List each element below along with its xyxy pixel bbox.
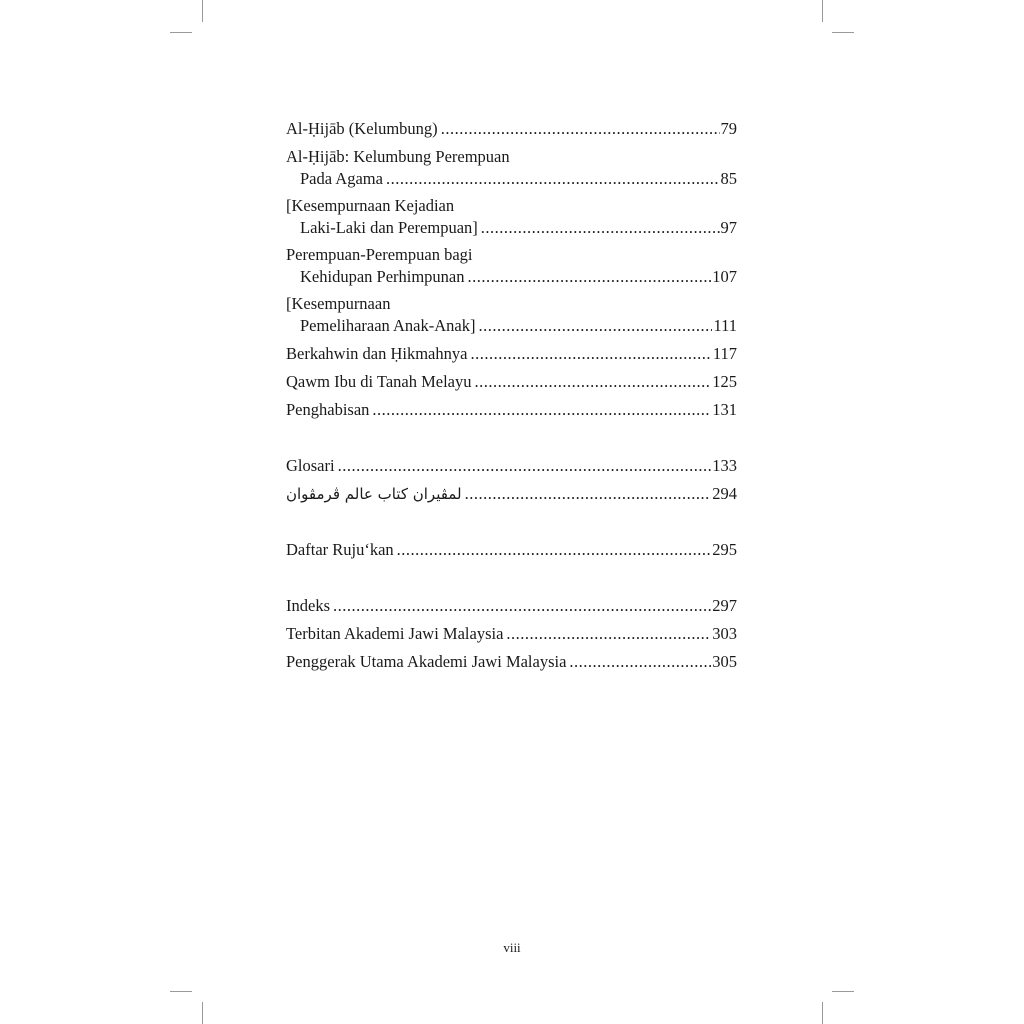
toc-entry-page: 294 <box>712 484 737 503</box>
dot-leader <box>475 371 712 393</box>
toc-entry-label: Terbitan Akademi Jawi Malaysia <box>286 624 504 643</box>
toc-entry-page: 79 <box>720 119 737 138</box>
toc-entry-terbitan <box>286 623 737 645</box>
toc-entry-page: 85 <box>720 169 737 188</box>
crop-mark-top-left-horizontal <box>170 32 192 33</box>
toc-entry-label: Indeks <box>286 596 330 615</box>
toc-entry-kelumbung-perempuan <box>286 146 737 190</box>
dot-leader <box>338 455 712 477</box>
toc-entry-label: Laki-Laki dan Perempuan] <box>300 218 478 237</box>
dot-leader <box>372 399 711 421</box>
toc-entry-label: Qawm Ibu di Tanah Melayu <box>286 372 472 391</box>
toc-entry-page: 295 <box>712 540 737 559</box>
toc-entry-label: Pemeliharaan Anak-Anak] <box>300 316 476 335</box>
dot-leader <box>333 595 711 617</box>
dot-leader <box>481 217 720 239</box>
toc-entry-page: 131 <box>712 400 737 419</box>
toc-entry-label-line1: Al-Ḥijāb: Kelumbung Perempuan <box>286 147 510 166</box>
toc-entry-kesempurnaan-kejadian <box>286 195 737 239</box>
toc-entry-page: 297 <box>712 596 737 615</box>
toc-entry-indeks <box>286 595 737 617</box>
crop-mark-bottom-left-horizontal <box>170 991 192 992</box>
dot-leader <box>468 266 712 288</box>
toc-entry-label: Glosari <box>286 456 335 475</box>
toc-entry-berkahwin <box>286 343 737 365</box>
toc-entry-label: Penggerak Utama Akademi Jawi Malaysia <box>286 652 567 671</box>
toc-entry-penggerak-utama <box>286 651 737 673</box>
toc-entry-label: Daftar Ruju‘kan <box>286 540 394 559</box>
toc-entry-glosari <box>286 455 737 477</box>
crop-mark-bottom-left-vertical <box>202 1002 203 1024</box>
crop-mark-bottom-right-vertical <box>822 1002 823 1024</box>
dot-leader <box>470 343 711 365</box>
toc-entry-label-line1: [Kesempurnaan <box>286 294 391 313</box>
toc-entry-label: Kehidupan Perhimpunan <box>300 267 465 286</box>
toc-entry-page: 133 <box>712 456 737 475</box>
toc-entry-qawm-ibu <box>286 371 737 393</box>
toc-entry-page: 305 <box>712 652 737 671</box>
toc-entry-label: Berkahwin dan Ḥikmahnya <box>286 344 468 363</box>
crop-mark-bottom-right-horizontal <box>832 991 854 992</box>
toc-entry-label: Penghabisan <box>286 400 370 419</box>
toc-entry-label: Pada Agama <box>300 169 383 188</box>
dot-leader <box>386 168 720 190</box>
toc-entry-al-hijab <box>286 118 737 140</box>
toc-entry-kehidupan-perhimpunan <box>286 244 737 288</box>
dot-leader <box>569 651 711 673</box>
crop-mark-top-right-vertical <box>822 0 823 22</box>
toc-entry-label-line1: Perempuan-Perempuan bagi <box>286 245 473 264</box>
toc-entry-label-line1: [Kesempurnaan Kejadian <box>286 196 455 215</box>
toc-entry-label: Al-Ḥijāb (Kelumbung) <box>286 119 438 138</box>
toc-entry-page: 125 <box>712 372 737 391</box>
toc-entry-daftar-rujukan <box>286 539 737 561</box>
dot-leader <box>465 483 712 505</box>
toc-entry-page: 97 <box>720 218 737 237</box>
toc-entry-pemeliharaan-anak <box>286 293 737 337</box>
toc-entry-label: لمڤيران كتاب عالم ڤرمڤوان <box>286 485 462 503</box>
toc-entry-page: 107 <box>712 267 737 286</box>
toc-entry-page: 117 <box>712 344 737 363</box>
page-number: viii <box>503 940 521 955</box>
dot-leader <box>506 623 711 645</box>
crop-mark-top-right-horizontal <box>832 32 854 33</box>
toc-entry-penghabisan <box>286 399 737 421</box>
toc-entry-lampiran-jawi <box>286 483 737 505</box>
dot-leader <box>478 315 712 337</box>
dot-leader <box>397 539 712 561</box>
crop-mark-top-left-vertical <box>202 0 203 22</box>
toc-entry-page: 111 <box>713 316 737 335</box>
dot-leader <box>441 118 720 140</box>
toc-entry-page: 303 <box>712 624 737 643</box>
